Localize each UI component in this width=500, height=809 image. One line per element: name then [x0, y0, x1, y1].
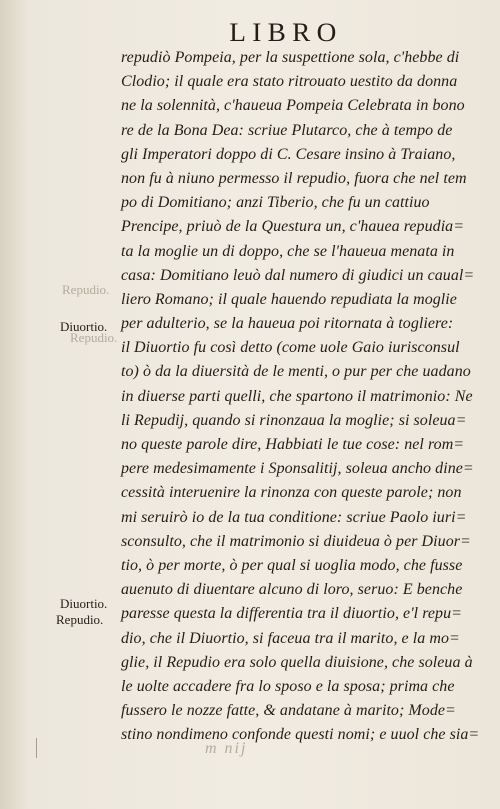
text-line: ta la moglie un di doppo, che se l'haueua menata in — [121, 242, 455, 260]
text-line: mi seruirò io de la tua conditione: scriue Paolo iuri= — [121, 508, 467, 526]
text-line: glie, il Repudio era solo quella diuisione, che soleua à — [121, 653, 473, 671]
text-line: liero Romano; il quale hauendo repudiata la moglie — [121, 290, 457, 308]
text-line: no queste parole dire, Habbiati le tue cose: nel rom= — [121, 436, 465, 453]
text-line: pere medesimamente i Sponsalitij, soleua ancho dine= — [121, 460, 474, 478]
margin-note-ghost: Repudio. — [62, 282, 110, 297]
body-text — [121, 46, 491, 747]
text-line: gli Imperatori doppo di C. Cesare insino à Traiano, — [121, 145, 456, 163]
text-line: stino nondimeno confonde questi nomi; e uuol che sia= — [121, 726, 480, 744]
text-line: auenuto di diuentare alcuno di loro, seruo: E benche — [121, 581, 463, 599]
text-line: to) ò da la diuersità de le menti, o pur per che uadano — [121, 363, 471, 381]
text-line: ne la solennità, c'haueua Pompeia Celebrata in bono — [121, 97, 465, 115]
text-line: paresse questa la differentia tra il diuortio, e'l repu= — [121, 605, 462, 623]
margin-note-divortio: Diuortio. — [60, 319, 108, 334]
text-line: po di Domitiano; anzi Tiberio, che fu un cattiuo — [121, 194, 430, 212]
text-line: tio, ò per morte, ò per qual si uoglia modo, che fusse — [121, 556, 463, 574]
text-line: repudiò Pompeia, per la suspettione sola, c'hebbe di — [121, 49, 460, 66]
margin-note-divortio-2: Diuortio. — [60, 596, 108, 611]
margin-note-repudio: Repudio. — [56, 612, 104, 627]
margin-mark — [36, 738, 37, 758]
text-line: non fu à niuno permesso il repudio, fuora che nel tem — [121, 169, 467, 187]
text-line: dio, che il Diuortio, si faceua tra il marito, e la mo= — [121, 629, 460, 647]
text-line: cessità interuenire la rinonza con queste parole; non — [121, 484, 462, 502]
text-line: per adulterio, se la haueua poi ritornata à togliere: — [121, 315, 454, 333]
text-line: re de la Bona Dea: scriue Plutarco, che à tempo de — [121, 121, 453, 139]
text-line: sconsulto, che il matrimonio si diuideua ò per Diuor= — [121, 532, 471, 550]
text-line: li Repudij, quando si rinonzaua la moglie; si soleua= — [121, 411, 467, 429]
text-line: fussero le nozze fatte, & andatane à marito; Mode= — [121, 702, 456, 720]
text-line: il Diuortio fu così detto (come uole Gaio iurisconsul — [121, 339, 460, 357]
text-line: le uolte accadere fra lo sposo e la sposa; prima che — [121, 677, 455, 695]
text-line: Clodio; il quale era stato ritrouato uestito da donna — [121, 73, 458, 91]
text-line: Prencipe, priuò de la Questura un, c'haueа repudia= — [121, 218, 465, 236]
text-line: in diuerse parti quelli, che spartono il matrimonio: Ne — [121, 387, 473, 405]
running-title: LIBRO — [229, 18, 343, 47]
bleed-through-text: m nij — [205, 740, 248, 757]
margin-note-ghost-right: Repudio. — [70, 330, 118, 345]
text-line: casa: Domitiano leuò dal numero di giudici un caual= — [121, 266, 475, 284]
